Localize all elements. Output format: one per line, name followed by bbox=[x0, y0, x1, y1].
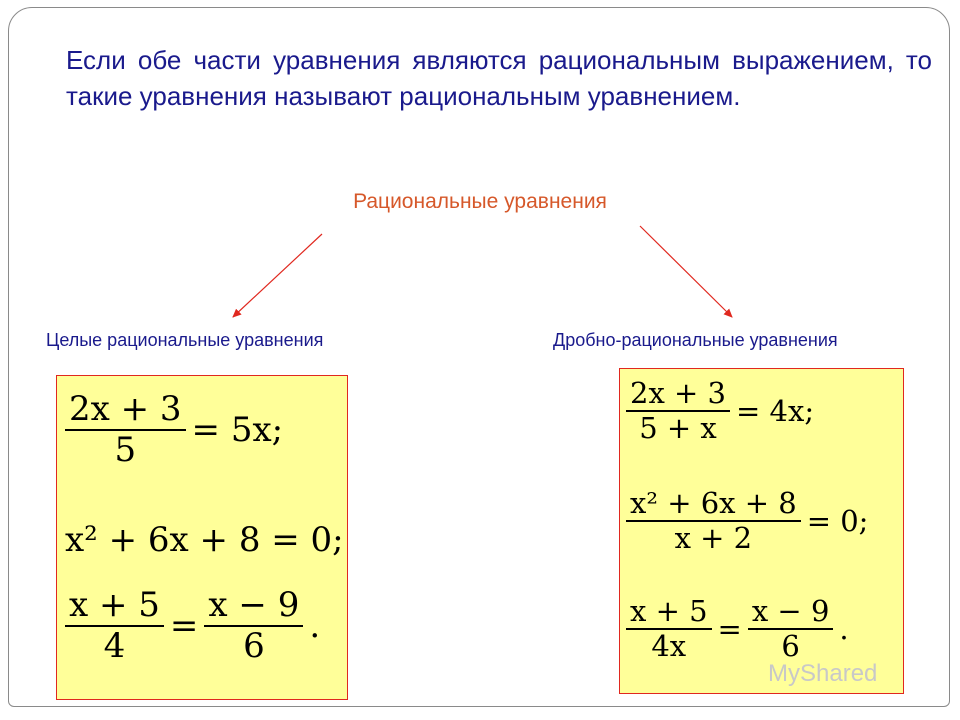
right-eq2-rhs: = 0; bbox=[806, 504, 869, 539]
left-equation-2: x² + 6x + 8 = 0; bbox=[65, 520, 344, 560]
left-eq3-end: . bbox=[309, 606, 321, 647]
left-eq3-right-numerator: x − 9 bbox=[204, 586, 303, 627]
left-equation-1 bbox=[65, 390, 289, 470]
left-eq3-left-denominator: 4 bbox=[103, 626, 126, 667]
diagram-root-label: Рациональные уравнения bbox=[353, 190, 607, 213]
right-eq3-right-numerator: x − 9 bbox=[748, 595, 834, 630]
fractional-rational-examples-box bbox=[619, 368, 904, 694]
right-equation-2 bbox=[626, 487, 874, 556]
left-eq3-left-numerator: x + 5 bbox=[65, 586, 164, 627]
right-equation-1 bbox=[626, 377, 820, 446]
right-eq3-right-denominator: 6 bbox=[781, 629, 800, 664]
right-eq3-left-denominator: 4x bbox=[651, 629, 687, 664]
left-eq3-equals: = bbox=[169, 606, 199, 647]
right-branch-label: Дробно-рациональные уравнения bbox=[553, 330, 838, 350]
left-equation-3 bbox=[65, 586, 326, 666]
right-eq2-denominator: x + 2 bbox=[674, 521, 753, 556]
right-eq3-end: . bbox=[839, 612, 849, 647]
left-eq3-right-denominator: 6 bbox=[243, 626, 265, 667]
right-equation-3 bbox=[626, 595, 855, 664]
intro-paragraph: Если обе части уравнения являются рациональным выражением, то такие уравнения называют рациональным уравнением. bbox=[66, 45, 932, 111]
left-branch-label: Целые рациональные уравнения bbox=[46, 330, 324, 350]
left-eq1-denominator: 5 bbox=[114, 430, 137, 471]
right-eq1-numerator: 2x + 3 bbox=[626, 377, 730, 412]
arrow-left bbox=[233, 234, 322, 317]
right-eq3-left-numerator: x + 5 bbox=[626, 595, 712, 630]
left-eq1-rhs: = 5x; bbox=[191, 410, 284, 451]
whole-rational-examples-box bbox=[56, 375, 348, 700]
right-eq2-numerator: x² + 6x + 8 bbox=[626, 487, 801, 522]
right-eq1-denominator: 5 + x bbox=[639, 411, 717, 446]
right-eq1-rhs: = 4x; bbox=[736, 394, 815, 429]
right-eq3-equals: = bbox=[717, 612, 742, 647]
left-eq1-numerator: 2x + 3 bbox=[65, 390, 186, 431]
arrow-right bbox=[640, 226, 732, 317]
watermark-text: MyShared bbox=[768, 660, 878, 687]
